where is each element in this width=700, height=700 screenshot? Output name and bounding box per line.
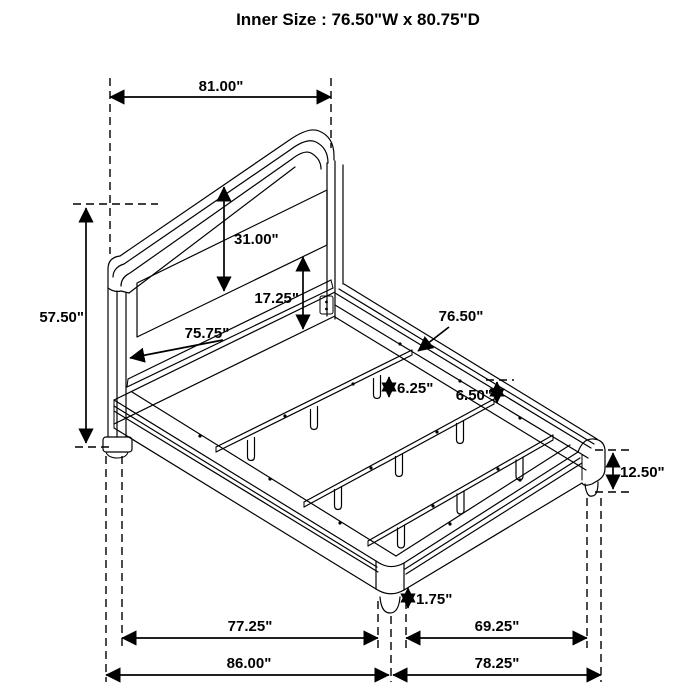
left-post-foot xyxy=(103,437,132,452)
dim-foot-height xyxy=(408,588,452,608)
dim-label-headboard-height: 57.50" xyxy=(39,309,84,326)
dim-label-side-rail-height: 12.50" xyxy=(620,464,665,481)
dim-label-panel-to-rail: 17.25" xyxy=(254,290,299,307)
dim-label-rail-to-slat-drop: 6.50" xyxy=(455,387,492,404)
dim-frame-side-depth xyxy=(406,618,587,638)
dim-panel-height xyxy=(224,187,279,291)
dim-label-foot-height: 1.75" xyxy=(416,591,453,608)
dim-overall-depth xyxy=(393,655,601,675)
inner-size-title: Inner Size : 76.50"W x 80.75"D xyxy=(236,10,480,29)
headboard-left-post xyxy=(103,288,132,458)
dim-label-frame-side-depth: 69.25" xyxy=(474,618,520,635)
footboard-rail xyxy=(396,445,582,590)
dim-slat-leg-height xyxy=(389,377,433,397)
front-corner-foot xyxy=(380,597,400,613)
headboard-panel xyxy=(137,190,327,337)
dim-frame-front-width xyxy=(122,618,378,638)
dim-label-panel-height: 31.00" xyxy=(234,231,279,248)
dim-label-slat-leg-height: 6.25" xyxy=(397,380,434,397)
dim-overall-width xyxy=(106,655,389,675)
bed-drawing xyxy=(103,130,605,613)
headboard-molding-outer xyxy=(108,130,334,269)
dim-headboard-inner-width xyxy=(130,325,229,358)
dim-headboard-width xyxy=(110,78,331,254)
bottom-extension-lines xyxy=(106,456,601,682)
slat-leg xyxy=(248,438,255,461)
headboard xyxy=(103,130,343,458)
slat-1 xyxy=(216,350,412,461)
dim-slat-length xyxy=(418,308,483,351)
left-side-rail xyxy=(114,392,396,589)
dim-label-overall-depth: 78.25" xyxy=(474,655,520,672)
slat-2 xyxy=(304,399,494,510)
front-corner-post xyxy=(376,561,404,613)
slat-leg xyxy=(374,376,381,399)
right-corner-post xyxy=(578,439,605,496)
dim-label-frame-front-width: 77.25" xyxy=(227,618,273,635)
slat-leg xyxy=(311,407,318,430)
dim-label-headboard-inner-width: 75.75" xyxy=(184,325,230,342)
headboard-bottom-rail xyxy=(127,280,333,387)
dim-label-slat-length: 76.50" xyxy=(438,308,484,325)
dim-label-overall-width: 86.00" xyxy=(226,655,272,672)
dim-label-headboard-width: 81.00" xyxy=(198,78,244,95)
